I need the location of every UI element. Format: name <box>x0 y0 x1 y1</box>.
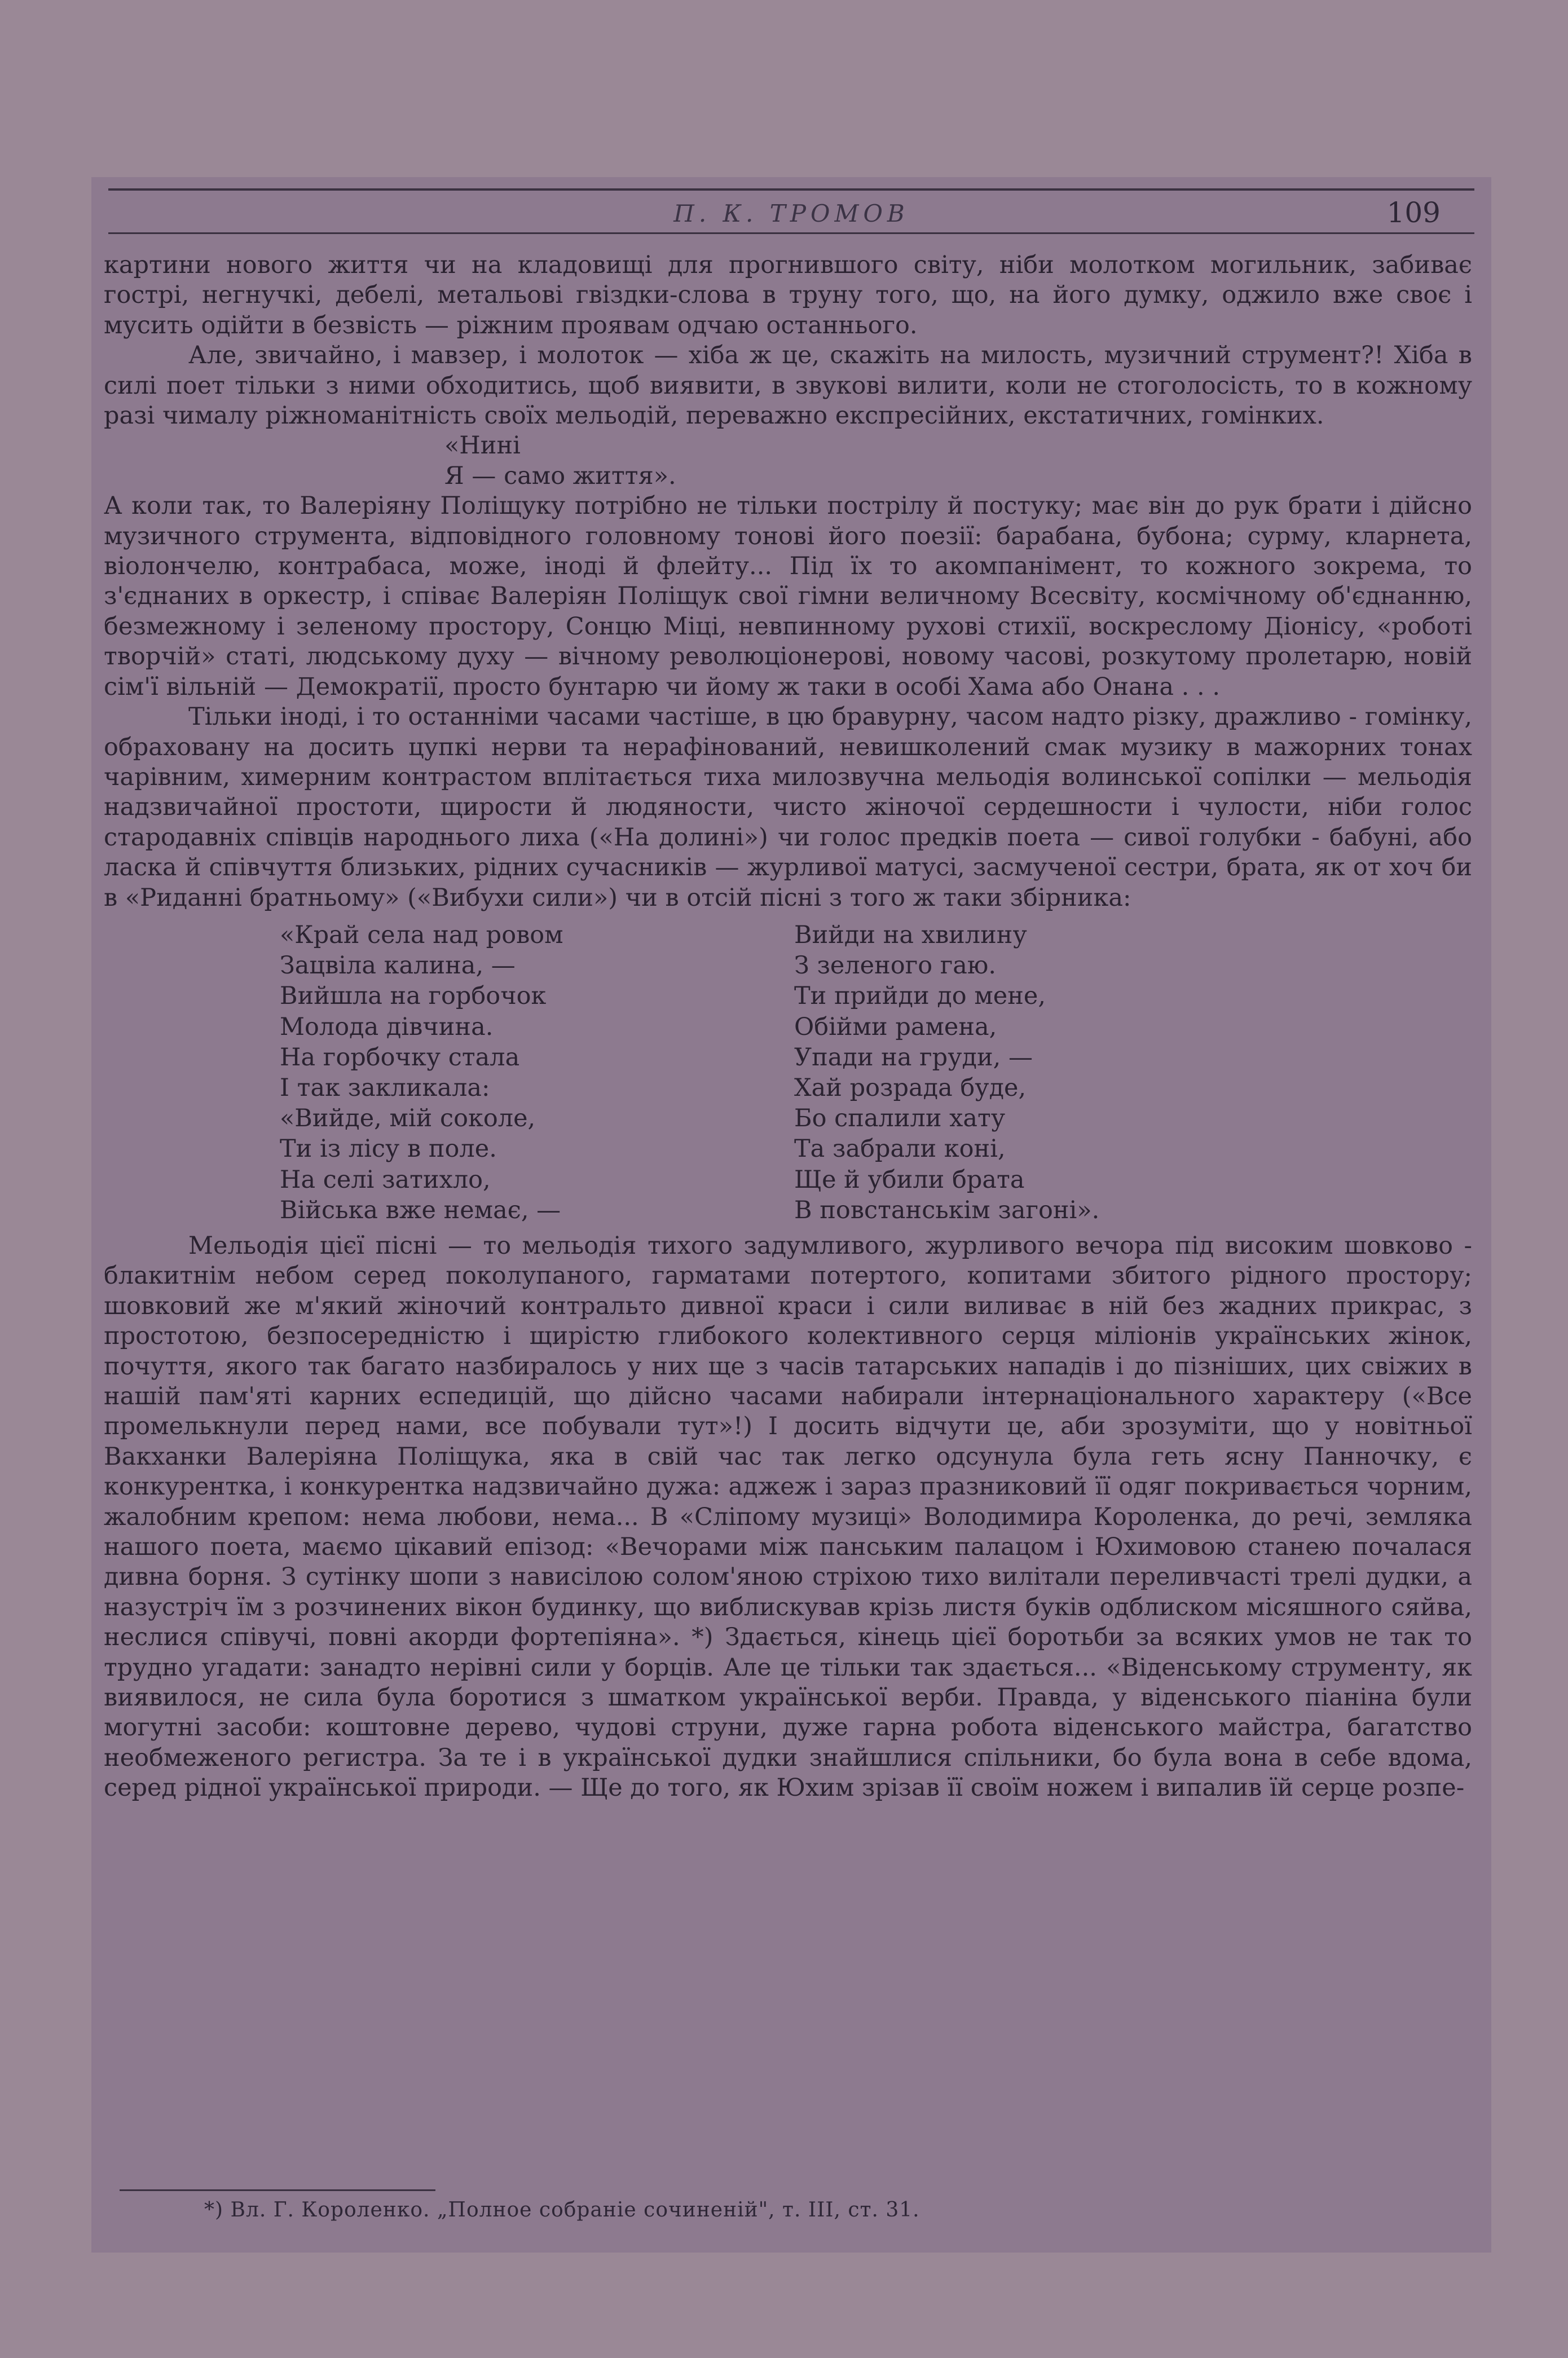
page-number: 109 <box>1386 196 1441 229</box>
header-top-rule <box>108 188 1474 191</box>
paragraph: Тільки іноді, і то останніми часами частіше, в цю бравурну, часом надто різку, дражливо - гомінку, обраховану на досить цупкі нерви та нерафінований, невишколений смак музику в мажорних тонах чарівним, химерним контрастом вплітається тиха милозвучна мельодія волинської сопілки — мельодія надзвичайної простоти, щирости й людяности, чисто жіночої сердешности і чулости, ніби голос стародавніх співців народнього лиха («На долині») чи голос предків поета — сивої голубки - бабуні, або ласка й співчуття близьких, рідних сучасників — журливої матусі, засмученої сестри, брата, як от хоч би в «Риданні братньому» («Вибухи сили») чи в отсій пісні з того ж таки збірника: <box>104 703 1472 912</box>
poem-line: Упади на груди, — <box>794 1043 1033 1072</box>
poem-line: Хай розрада буде, <box>794 1073 1027 1102</box>
poem-line: Війська вже немає, — <box>280 1196 561 1224</box>
footnote: *) Вл. Г. Короленко. „Полное собраніе сочиненій", т. III, ст. 31. <box>204 2198 920 2222</box>
poem-line: Зацвіла калина, — <box>280 951 516 980</box>
poem-left-column <box>280 920 794 1226</box>
poem-line: Молода дівчина. <box>280 1012 494 1041</box>
poem-line: Ти із лісу в поле. <box>280 1135 497 1163</box>
poem <box>104 920 1472 1226</box>
body-text <box>104 250 1472 1804</box>
poem-line: В повстанськім загоні». <box>794 1196 1100 1224</box>
poem-line: Вийди на хвилину <box>794 920 1027 949</box>
paragraph: Мельодія цієї пісні — то мельодія тихого задумливого, журливого вечора під високим шовково - блакитнім небом серед поколупаного, гарматами потертого, копитами збитого рідного простору; шовковий же м'який жіночий контральто дивної краси і сили виливає в ній без жадних прикрас, з простотою, безпосередністю і щирістю глибокого колективного серця міліонів українських жінок, почуття, якого так багато назбиралось у них ще з часів татарських нападів і до пізніших, цих свіжих в нашій пам'яті карних еспедицій, що дійсно часами набирали інтернаціонального характеру («Все промелькнули перед нами, все побували тут»!) І досить відчути це, аби зрозуміти, що у новітньої Вакханки Валеріяна Поліщука, яка в свій час так легко одсунула була геть ясну Панночку, є конкурентка, і конкурентка надзвичайно дужа: аджеж і зараз празниковий її одяг покривається чорним, жалобним крепом: нема любови, нема... В «Сліпому музиці» Володимира Короленка, до речі, земляка нашого поета, маємо цікавий епізод: «Вечорами між панським палацом і Юхимовою станею почалася дивна борня. З сутінку шопи з нависілою солом'яною стріхою тихо вилітали переливчасті трелі дудки, а назустріч їм з розчинених вікон будинку, що виблискував крізь листя буків одблиском місяшного сяйва, неслися співучі, повні акорди фортепіяна». *) Здається, кінець цієї боротьби за всяких умов не так то трудно угадати: занадто нерівні сили у борців. Але це тільки так здається... «Віденському струменту, як виявилося, не сила була боротися з шматком української верби. Правда, у віденського піаніна були могутні засоби: коштовне дерево, чудові струни, дуже гарна робота віденського майстра, багатство необмеженого регистра. За те і в української дудки знайшлися спільники, бо була вона в себе вдома, серед рідної української природи. — Ще до того, як Юхим зрізав її своїм ножем і випалив їй серце розпе- <box>104 1231 1472 1802</box>
poem-line: Ще й убили брата <box>794 1165 1025 1194</box>
poem-line: Та забрали коні, <box>794 1135 1006 1163</box>
poem-line: Бо спалили хату <box>794 1104 1006 1133</box>
poem-line: З зеленого гаю. <box>794 951 997 980</box>
poem-line: «Край села над ровом <box>280 920 563 949</box>
poem-line: І так закликала: <box>280 1073 490 1102</box>
paragraph: картини нового життя чи на кладовищі для прогнившого світу, ніби молотком могильник, забиває гострі, негнучкі, дебелі, метальові гвіздки-слова в труну того, що, на його думку, оджило вже своє і мусить одійти в безвість — ріжним проявам одчаю останнього. <box>104 251 1472 340</box>
epigraph-line: «Нині <box>444 431 521 460</box>
poem-line: На горбочку стала <box>280 1043 520 1072</box>
poem-line: Обійми рамена, <box>794 1012 997 1041</box>
header-bottom-rule <box>108 232 1474 234</box>
running-header-title: П. К. ТРОМОВ <box>673 200 909 227</box>
poem-line: «Вийде, мій соколе, <box>280 1104 536 1133</box>
poem-line: Вийшла на горбочок <box>280 982 547 1011</box>
paragraph: Але, звичайно, і мавзер, і молоток — хіба ж це, скажіть на милость, музичний струмент?! Хіба в силі поет тільки з ними обходитись, щоб виявити, в звукові вилити, коли не стоголосість, то в кожному разі чималу ріжноманітність своїх мельодій, переважно експресійних, екстатичних, гомінких. <box>104 341 1472 430</box>
poem-line: Ти прийди до мене, <box>794 982 1046 1011</box>
poem-line: На селі затихло, <box>280 1165 491 1194</box>
paragraph: А коли так, то Валеріяну Поліщуку потрібно не тільки пострілу й постуку; має він до рук брати і дійсно музичного струмента, відповідного головному тонові його поезії: барабана, бубона; сурму, кларнета, віолончелю, контрабаса, може, іноді й флейту... Під їх то акомпанімент, то кожного зокрема, то з'єднаних в оркестр, і співає Валеріян Поліщук свої гімни величному Всесвіту, космічному об'єднанню, безмежному і зеленому простору, Сонцю Міці, невпинному руховi стихії, воскреслому Діонісу, «роботі творчій» статі, людському духу — вічному революціонерові, новому часові, розкутому пролетарю, новій сім'ї вільній — Демократії, просто бунтарю чи йому ж таки в особі Хама або Онана . . . <box>104 492 1472 701</box>
epigraph-line: Я — само життя». <box>444 461 676 490</box>
footnote-rule <box>120 2189 435 2191</box>
book-page <box>91 177 1491 2253</box>
poem-right-column <box>794 920 1189 1226</box>
